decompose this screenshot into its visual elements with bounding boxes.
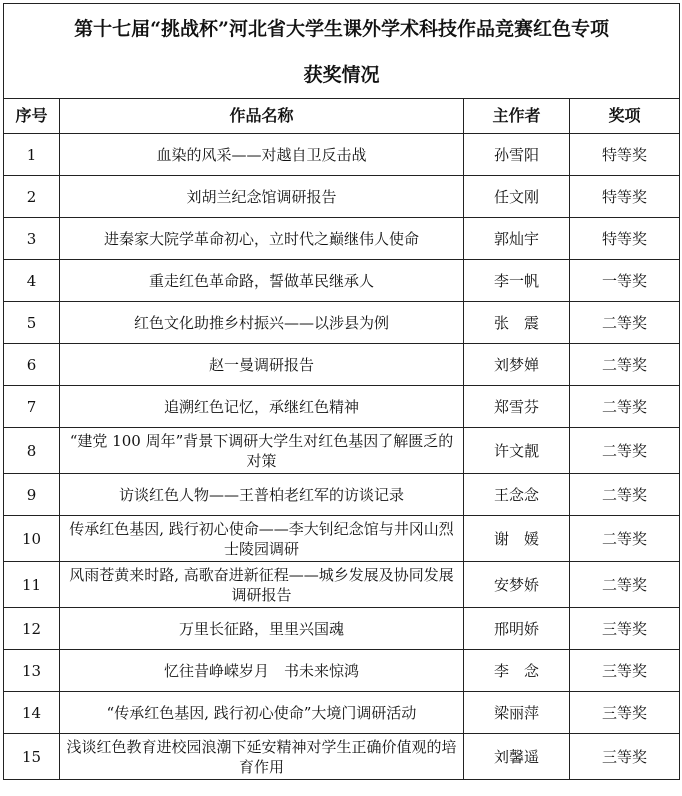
- award-level: 特等奖: [570, 218, 680, 260]
- author-name: 谢 媛: [464, 516, 570, 562]
- author-name: 孙雪阳: [464, 134, 570, 176]
- work-name: 浅谈红色教育进校园浪潮下延安精神对学生正确价值观的培育作用: [60, 734, 464, 780]
- table-row: [4, 386, 680, 428]
- row-number: 2: [4, 176, 60, 218]
- column-header-no: 序号: [4, 99, 60, 134]
- author-name: 张 震: [464, 302, 570, 344]
- work-name: 刘胡兰纪念馆调研报告: [60, 176, 464, 218]
- award-level: 三等奖: [570, 734, 680, 780]
- award-level: 二等奖: [570, 302, 680, 344]
- award-level: 三等奖: [570, 650, 680, 692]
- row-number: 6: [4, 344, 60, 386]
- award-level: 二等奖: [570, 428, 680, 474]
- author-name: 安梦娇: [464, 562, 570, 608]
- award-level: 二等奖: [570, 386, 680, 428]
- row-number: 11: [4, 562, 60, 608]
- author-name: 许文靓: [464, 428, 570, 474]
- title-row: [4, 4, 680, 99]
- table-row: [4, 344, 680, 386]
- author-name: 郭灿宇: [464, 218, 570, 260]
- author-name: 李一帆: [464, 260, 570, 302]
- work-name: 赵一曼调研报告: [60, 344, 464, 386]
- document-title-line2: 获奖情况: [303, 64, 380, 86]
- table-row: [4, 562, 680, 608]
- work-name: 传承红色基因, 践行初心使命——李大钊纪念馆与井冈山烈士陵园调研: [60, 516, 464, 562]
- row-number: 15: [4, 734, 60, 780]
- table-row: [4, 516, 680, 562]
- author-name: 王念念: [464, 474, 570, 516]
- row-number: 8: [4, 428, 60, 474]
- title-cell: [4, 4, 680, 99]
- table-row: [4, 302, 680, 344]
- author-name: 刘梦婵: [464, 344, 570, 386]
- table-row: [4, 134, 680, 176]
- author-name: 梁丽萍: [464, 692, 570, 734]
- row-number: 10: [4, 516, 60, 562]
- author-name: 刘馨遥: [464, 734, 570, 780]
- table-row: [4, 176, 680, 218]
- row-number: 7: [4, 386, 60, 428]
- column-header-name: 作品名称: [60, 99, 464, 134]
- award-level: 二等奖: [570, 562, 680, 608]
- award-level: 特等奖: [570, 176, 680, 218]
- work-name: 追溯红色记忆，承继红色精神: [60, 386, 464, 428]
- author-name: 郑雪芬: [464, 386, 570, 428]
- row-number: 4: [4, 260, 60, 302]
- column-header-award: 奖项: [570, 99, 680, 134]
- row-number: 13: [4, 650, 60, 692]
- work-name: 万里长征路，里里兴国魂: [60, 608, 464, 650]
- author-name: 任文刚: [464, 176, 570, 218]
- table-header-row: [4, 99, 680, 134]
- table-row: [4, 650, 680, 692]
- work-name: 血染的风采——对越自卫反击战: [60, 134, 464, 176]
- award-level: 二等奖: [570, 516, 680, 562]
- work-name: 红色文化助推乡村振兴——以涉县为例: [60, 302, 464, 344]
- work-name: 重走红色革命路，誓做革民继承人: [60, 260, 464, 302]
- table-row: [4, 474, 680, 516]
- column-header-author: 主作者: [464, 99, 570, 134]
- award-level: 特等奖: [570, 134, 680, 176]
- award-level: 二等奖: [570, 344, 680, 386]
- work-name: “传承红色基因, 践行初心使命”大境门调研活动: [60, 692, 464, 734]
- award-level: 一等奖: [570, 260, 680, 302]
- table-row: [4, 218, 680, 260]
- award-level: 三等奖: [570, 692, 680, 734]
- work-name: 忆往昔峥嵘岁月 书未来惊鸿: [60, 650, 464, 692]
- table-row: [4, 608, 680, 650]
- award-level: 三等奖: [570, 608, 680, 650]
- work-name: 进秦家大院学革命初心，立时代之巅继伟人使命: [60, 218, 464, 260]
- table-row: [4, 260, 680, 302]
- work-name: 访谈红色人物——王普柏老红军的访谈记录: [60, 474, 464, 516]
- row-number: 12: [4, 608, 60, 650]
- document-page: [3, 3, 679, 780]
- row-number: 1: [4, 134, 60, 176]
- award-level: 二等奖: [570, 474, 680, 516]
- row-number: 3: [4, 218, 60, 260]
- award-table: [3, 3, 680, 780]
- author-name: 邢明娇: [464, 608, 570, 650]
- table-row: [4, 428, 680, 474]
- table-row: [4, 692, 680, 734]
- author-name: 李 念: [464, 650, 570, 692]
- table-row: [4, 734, 680, 780]
- document-title-line1: 第十七届“挑战杯”河北省大学生课外学术科技作品竞赛红色专项: [74, 18, 609, 40]
- work-name: 风雨苍黄来时路, 高歌奋进新征程——城乡发展及协同发展调研报告: [60, 562, 464, 608]
- row-number: 9: [4, 474, 60, 516]
- row-number: 14: [4, 692, 60, 734]
- work-name: “建党 100 周年”背景下调研大学生对红色基因了解匮乏的对策: [60, 428, 464, 474]
- row-number: 5: [4, 302, 60, 344]
